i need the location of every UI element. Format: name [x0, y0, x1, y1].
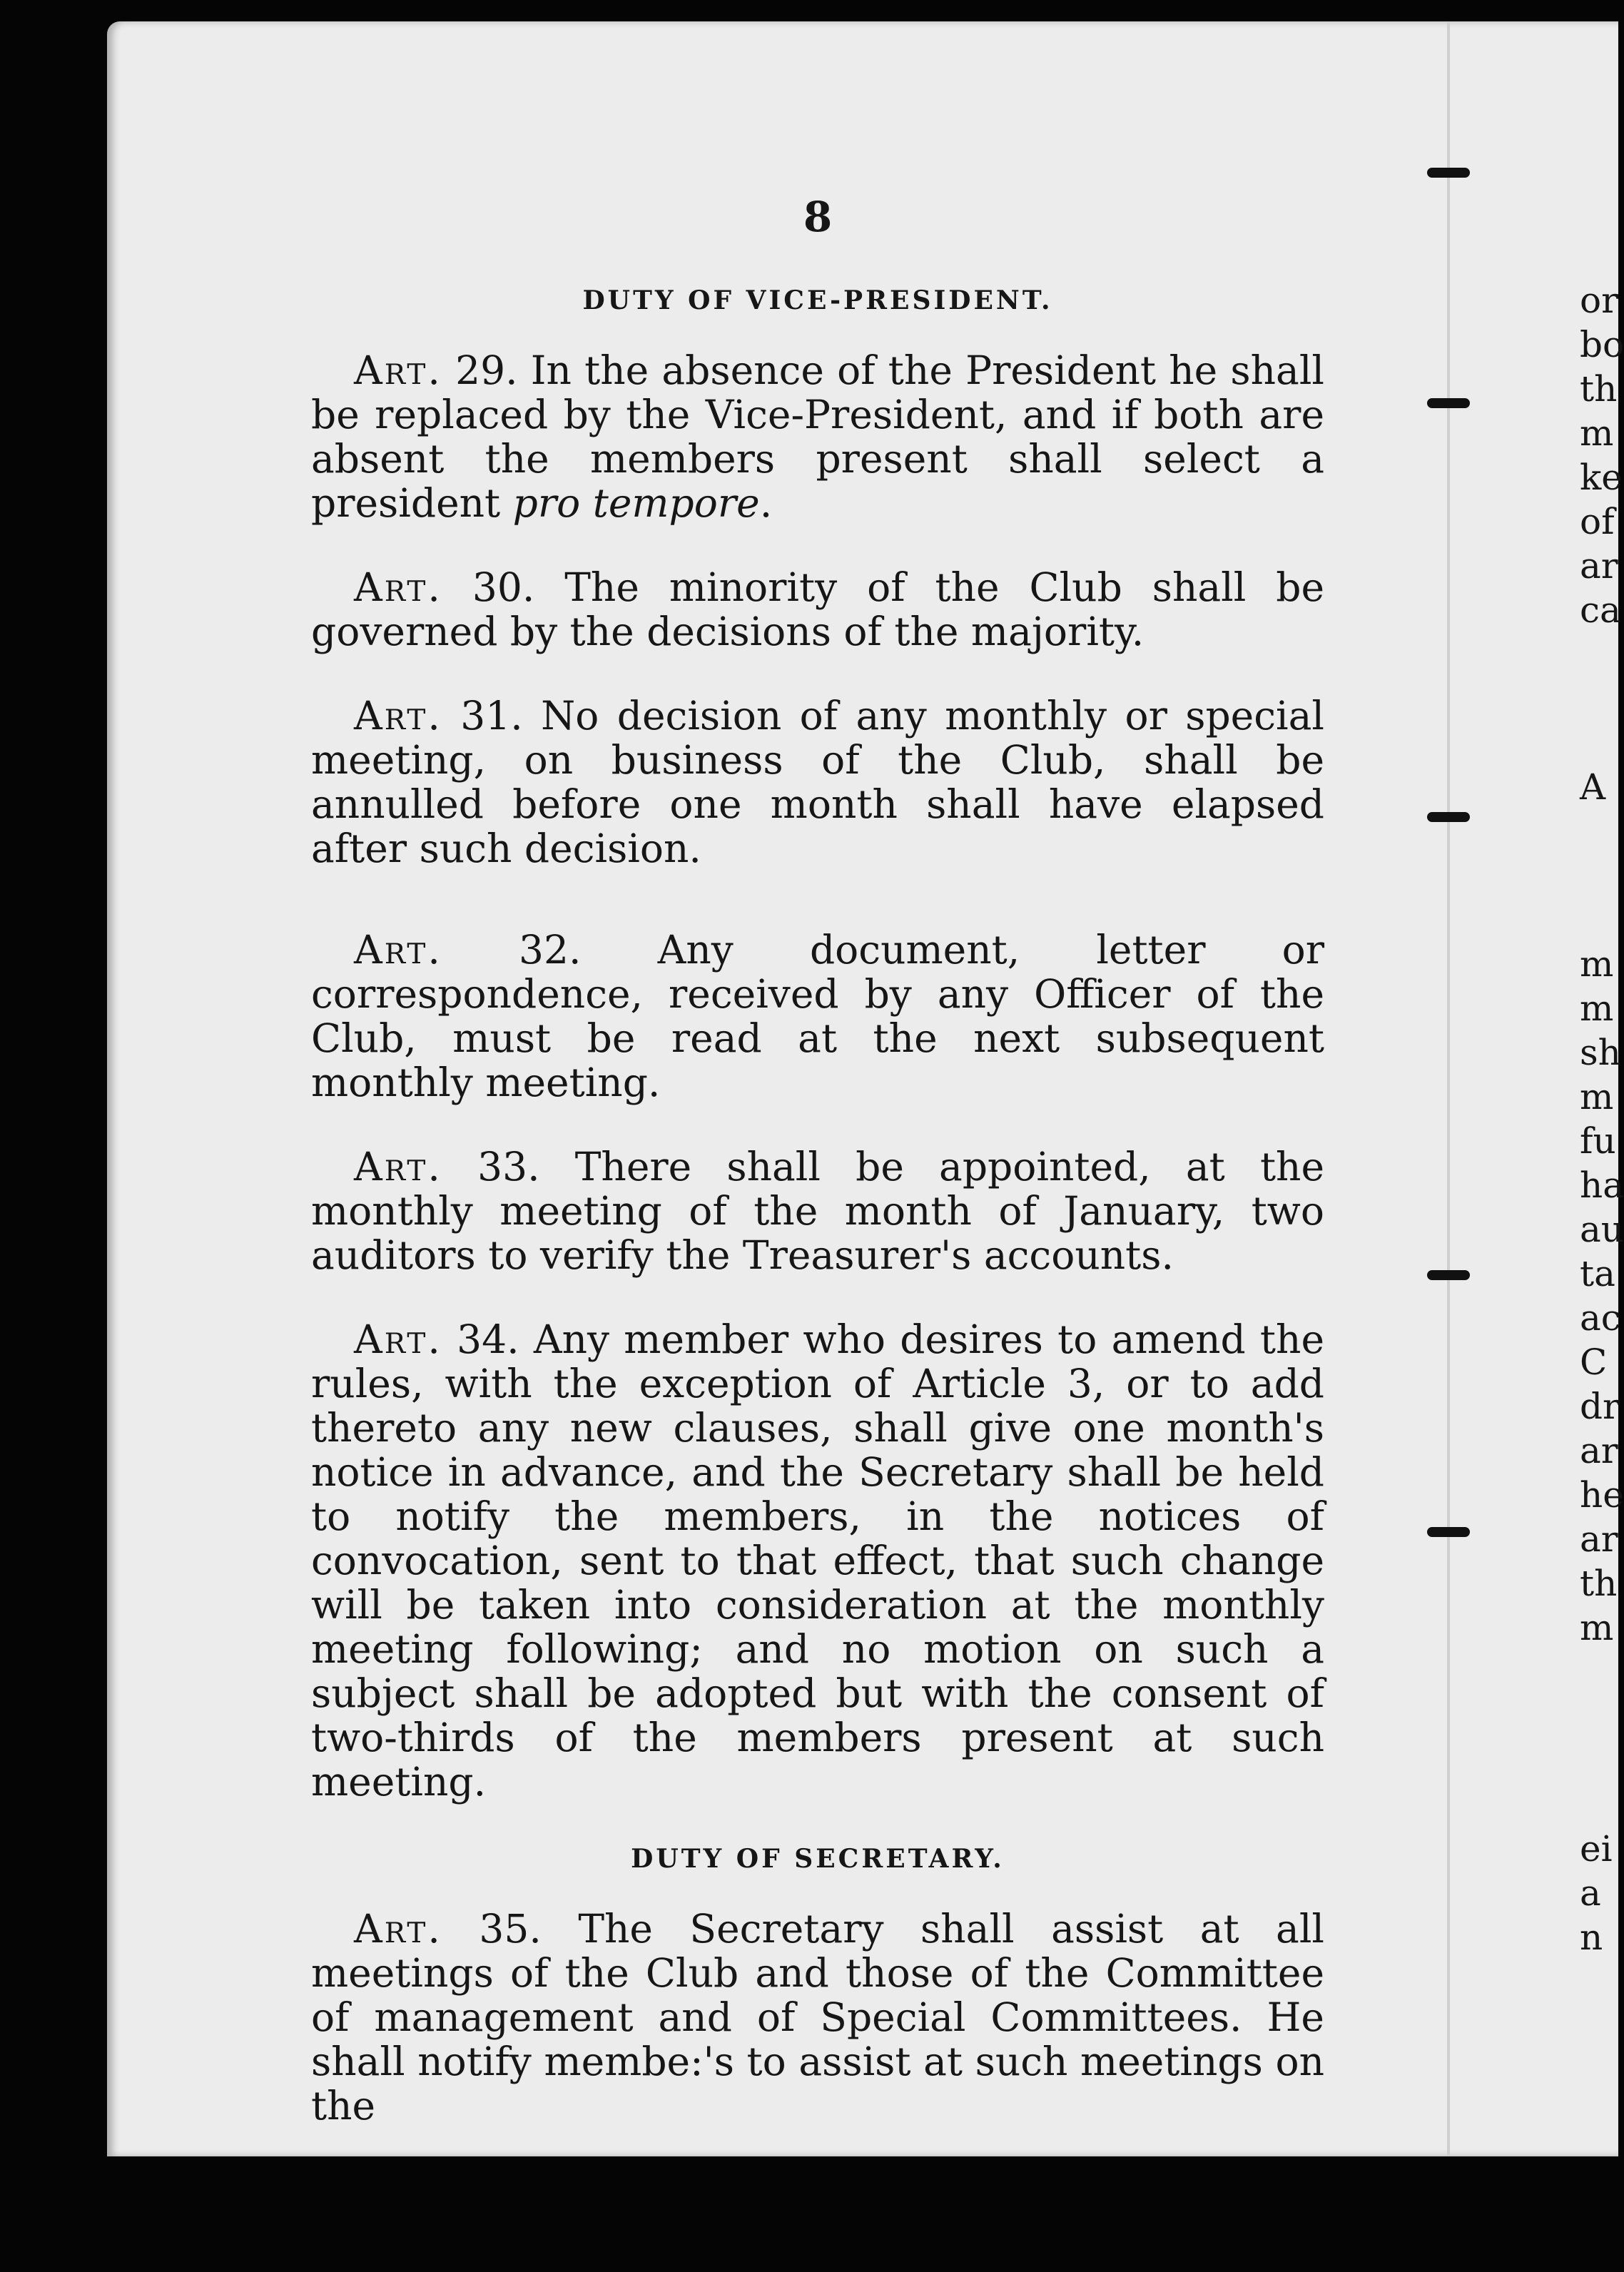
- section-heading-secretary: DUTY OF SECRETARY.: [631, 1844, 1005, 1874]
- facing-line: ar: [1580, 1430, 1618, 1471]
- facing-line: m: [1580, 988, 1614, 1029]
- facing-line: ke: [1580, 457, 1623, 498]
- facing-line: ta: [1580, 1253, 1615, 1294]
- article-number: 29.: [455, 348, 518, 393]
- article-label: Art.: [354, 693, 442, 739]
- facing-line: C: [1580, 1342, 1608, 1383]
- binding-mark: [1427, 812, 1470, 822]
- facing-line: ha: [1580, 1165, 1624, 1206]
- facing-line: th: [1580, 368, 1618, 410]
- facing-line: or: [1580, 280, 1619, 321]
- article-text: Any document, letter or correspondence, received by any Officer of the Club, must be read at the next subsequent monthly meeting.: [311, 927, 1325, 1105]
- facing-line: [1580, 1650, 1623, 1694]
- article-number: 31.: [460, 693, 523, 739]
- facing-line: [1580, 1694, 1623, 1738]
- facing-line: ei: [1580, 1828, 1613, 1870]
- facing-line: n: [1580, 1917, 1603, 1958]
- article-30: [311, 565, 1324, 654]
- article-number: 35.: [479, 1906, 542, 1952]
- article-31: [311, 694, 1324, 871]
- article-text: No decision of any monthly or special meeting, on business of the Club, shall be annulled before one month shall have elapsed after such decision.: [311, 693, 1324, 871]
- facing-line: ar: [1580, 545, 1618, 587]
- section-heading-vice-president: DUTY OF VICE-PRESIDENT.: [582, 285, 1053, 315]
- article-text: The minority of the Club shall be governed by the decisions of the majority.: [311, 564, 1325, 654]
- article-34: [311, 1317, 1324, 1804]
- article-text: In the absence of the President he shall be replaced by the Vice-President, and if both are absent the members present shall select a president: [311, 348, 1325, 526]
- facing-line: au: [1580, 1209, 1624, 1250]
- facing-line: A: [1580, 766, 1606, 808]
- binding-mark: [1427, 168, 1470, 178]
- facing-line: [1580, 721, 1623, 765]
- binding-mark: [1427, 398, 1470, 408]
- article-33: [311, 1145, 1324, 1277]
- article-label: Art.: [354, 1906, 442, 1952]
- facing-line: m: [1580, 412, 1614, 454]
- article-label: Art.: [354, 564, 442, 610]
- facing-line: dr: [1580, 1386, 1620, 1427]
- article-32: [311, 928, 1324, 1105]
- binding-gutter: [1447, 21, 1450, 2156]
- facing-line: m: [1580, 943, 1614, 985]
- article-number: 32.: [519, 927, 582, 973]
- facing-line: [1580, 853, 1623, 898]
- facing-line: of: [1580, 501, 1615, 542]
- binding-mark: [1427, 1527, 1470, 1537]
- facing-line: m: [1580, 1607, 1614, 1648]
- facing-line: [1580, 1738, 1623, 1782]
- article-label: Art.: [354, 927, 442, 973]
- text-column: [311, 193, 1324, 2168]
- facing-line: th: [1580, 1563, 1618, 1604]
- facing-line: [1580, 898, 1623, 942]
- facing-line: [1580, 809, 1623, 853]
- facing-line: [1580, 632, 1623, 676]
- facing-line: fu: [1580, 1120, 1616, 1162]
- facing-line: [1580, 676, 1623, 721]
- facing-line: he: [1580, 1474, 1624, 1516]
- page-number: 8: [803, 193, 833, 241]
- article-number: 34.: [457, 1317, 519, 1362]
- article-number: 30.: [472, 564, 535, 610]
- article-number: 33.: [477, 1144, 540, 1190]
- article-label: Art.: [354, 348, 442, 393]
- article-text: Any member who desires to amend the rules, with the exception of Article 3, or to add thereto any new clauses, shall give one month's notice in advance, and the Secretary shall be held to notify the members, in the notices of convocation, sent to that effect, that such change will be taken into consideration at the monthly meeting following; and no motion on such a subject shall be adopted but with the consent of two-thirds of the members present at such meeting.: [311, 1317, 1324, 1805]
- article-29: [311, 348, 1324, 525]
- facing-line: ar: [1580, 1518, 1618, 1560]
- article-text-end: .: [759, 480, 773, 526]
- facing-line: [1580, 1782, 1623, 1827]
- facing-line: ca: [1580, 589, 1621, 631]
- article-label: Art.: [354, 1144, 442, 1190]
- article-text: There shall be appointed, at the monthly meeting of the month of January, two auditors to verify the Treasurer's accounts.: [311, 1144, 1325, 1278]
- article-label: Art.: [354, 1317, 442, 1362]
- facing-line: ac: [1580, 1297, 1621, 1339]
- article-italic: pro tempore: [512, 480, 760, 526]
- facing-line: m: [1580, 1076, 1614, 1117]
- facing-line: sh: [1580, 1032, 1621, 1073]
- binding-mark: [1427, 1270, 1470, 1280]
- article-35: [311, 1907, 1324, 2128]
- facing-page-fragments: [1580, 278, 1623, 1959]
- facing-line: a: [1580, 1872, 1601, 1914]
- facing-line: bo: [1580, 324, 1624, 365]
- article-text: The Secretary shall assist at all meetings of the Club and those of the Committee of management and of Special Committees. He shall notify membe:'s to assist at such meetings on the: [311, 1906, 1325, 2129]
